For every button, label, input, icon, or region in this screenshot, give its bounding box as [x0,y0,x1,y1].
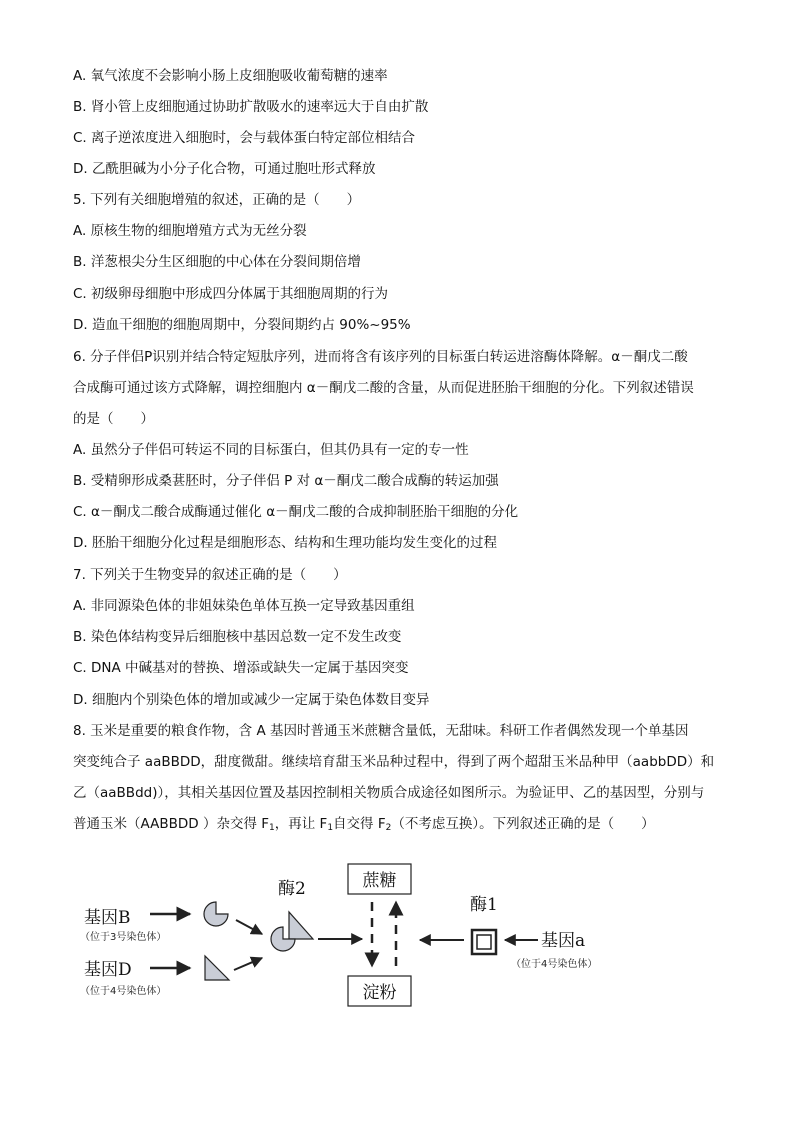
q7-option-a: A. 非同源染色体的非姐妹染色单体互换一定导致基因重组 [73,598,415,614]
arrow-d-to-enzyme2 [234,958,262,970]
gene-b-label: 基因B [84,908,131,928]
q7-option-b: B. 染色体结构变异后细胞核中基因总数一定不发生改变 [73,629,402,645]
q6-option-d: D. 胚胎干细胞分化过程是细胞形态、结构和生理功能均发生变化的过程 [73,535,497,551]
pathway-diagram [0,850,794,1020]
enzyme1-label: 酶1 [470,895,498,915]
gene-d-label: 基因D [84,960,132,980]
q7-stem: 7. 下列关于生物变异的叙述正确的是（ ） [73,567,347,583]
q8-stem-line2: 突变纯合子 aaBBDD，甜度微甜。继续培育甜玉米品种过程中，得到了两个超甜玉米品种甲（aabbDD）和 [73,754,715,770]
q5-option-d: D. 造血干细胞的细胞周期中，分裂间期约占 90%~95% [73,317,411,333]
q8-stem-line4-part3: 自交得 F [333,816,386,832]
q6-stem-line2: 合成酶可通过该方式降解，调控细胞内 α－酮戊二酸的含量，从而促进胚胎干细胞的分化。下列叙述错误 [73,380,694,396]
q8-stem-line4-part4: （不考虑互换）。下列叙述正确的是（ ） [391,816,655,832]
sucrose-label: 蔗糖 [362,871,397,891]
subscript-2: 2 [385,823,392,833]
enzyme2-triangle-shape [289,912,313,939]
q8-stem-line1: 8. 玉米是重要的粮食作物，含 A 基因时普通玉米蔗糖含量低，无甜味。科研工作者偶然发现一个单基因 [73,723,689,739]
q4-option-d: D. 乙酰胆碱为小分子化合物，可通过胞吐形式释放 [73,161,376,177]
subscript-1b: 1 [327,823,334,833]
q8-stem-line4-part1: 普通玉米（AABBDD ）杂交得 F [73,816,270,832]
q6-option-c: C. α－酮戊二酸合成酶通过催化 α－酮戊二酸的合成抑制胚胎干细胞的分化 [73,504,519,520]
starch-label: 淀粉 [362,983,397,1003]
q4-option-c: C. 离子逆浓度进入细胞时，会与载体蛋白特定部位相结合 [73,130,416,146]
q6-stem-line3: 的是（ ） [73,411,154,427]
arrow-b-to-enzyme2 [236,920,262,934]
q5-option-a: A. 原核生物的细胞增殖方式为无丝分裂 [73,223,307,239]
q8-stem-line4-part2: ，再让 F [274,816,328,832]
gene-a-note: （位于4号染色体） [511,959,598,970]
q7-option-d: D. 细胞内个别染色体的增加或减少一定属于染色体数目变异 [73,692,430,708]
enzyme1-inner-square-shape [477,935,491,949]
q5-option-c: C. 初级卵母细胞中形成四分体属于其细胞周期的行为 [73,286,389,302]
q4-option-a: A. 氧气浓度不会影响小肠上皮细胞吸收葡萄糖的速率 [73,68,388,84]
q5-stem: 5. 下列有关细胞增殖的叙述，正确的是（ ） [73,192,361,208]
subscript-1: 1 [269,823,275,833]
gene-d-note: （位于4号染色体） [80,986,167,997]
q6-option-b: B. 受精卵形成桑葚胚时，分子伴侣 P 对 α－酮戊二酸合成酶的转运加强 [73,473,499,489]
q8-stem-line4 [73,814,655,838]
enzyme-d-subunit-shape [205,956,229,980]
q5-option-b: B. 洋葱根尖分生区细胞的中心体在分裂间期倍增 [73,254,361,270]
q6-stem-line1: 6. 分子伴侣P识别并结合特定短肽序列，进而将含有该序列的目标蛋白转运进溶酶体降解。α－酮戊二酸 [73,349,688,365]
q7-option-c: C. DNA 中碱基对的替换、增添或缺失一定属于基因突变 [73,660,409,676]
enzyme2-label: 酶2 [278,879,306,899]
enzyme-b-subunit-shape [204,902,228,926]
gene-b-note: （位于3号染色体） [80,932,167,943]
q8-stem-line3: 乙（aaBBdd)），其相关基因位置及基因控制相关物质合成途径如图所示。为验证甲、乙的基因型，分别与 [73,785,705,801]
q4-option-b: B. 肾小管上皮细胞通过协助扩散吸水的速率远大于自由扩散 [73,99,429,115]
q6-option-a: A. 虽然分子伴侣可转运不同的目标蛋白，但其仍具有一定的专一性 [73,442,469,458]
gene-a-label: 基因a [541,931,586,951]
